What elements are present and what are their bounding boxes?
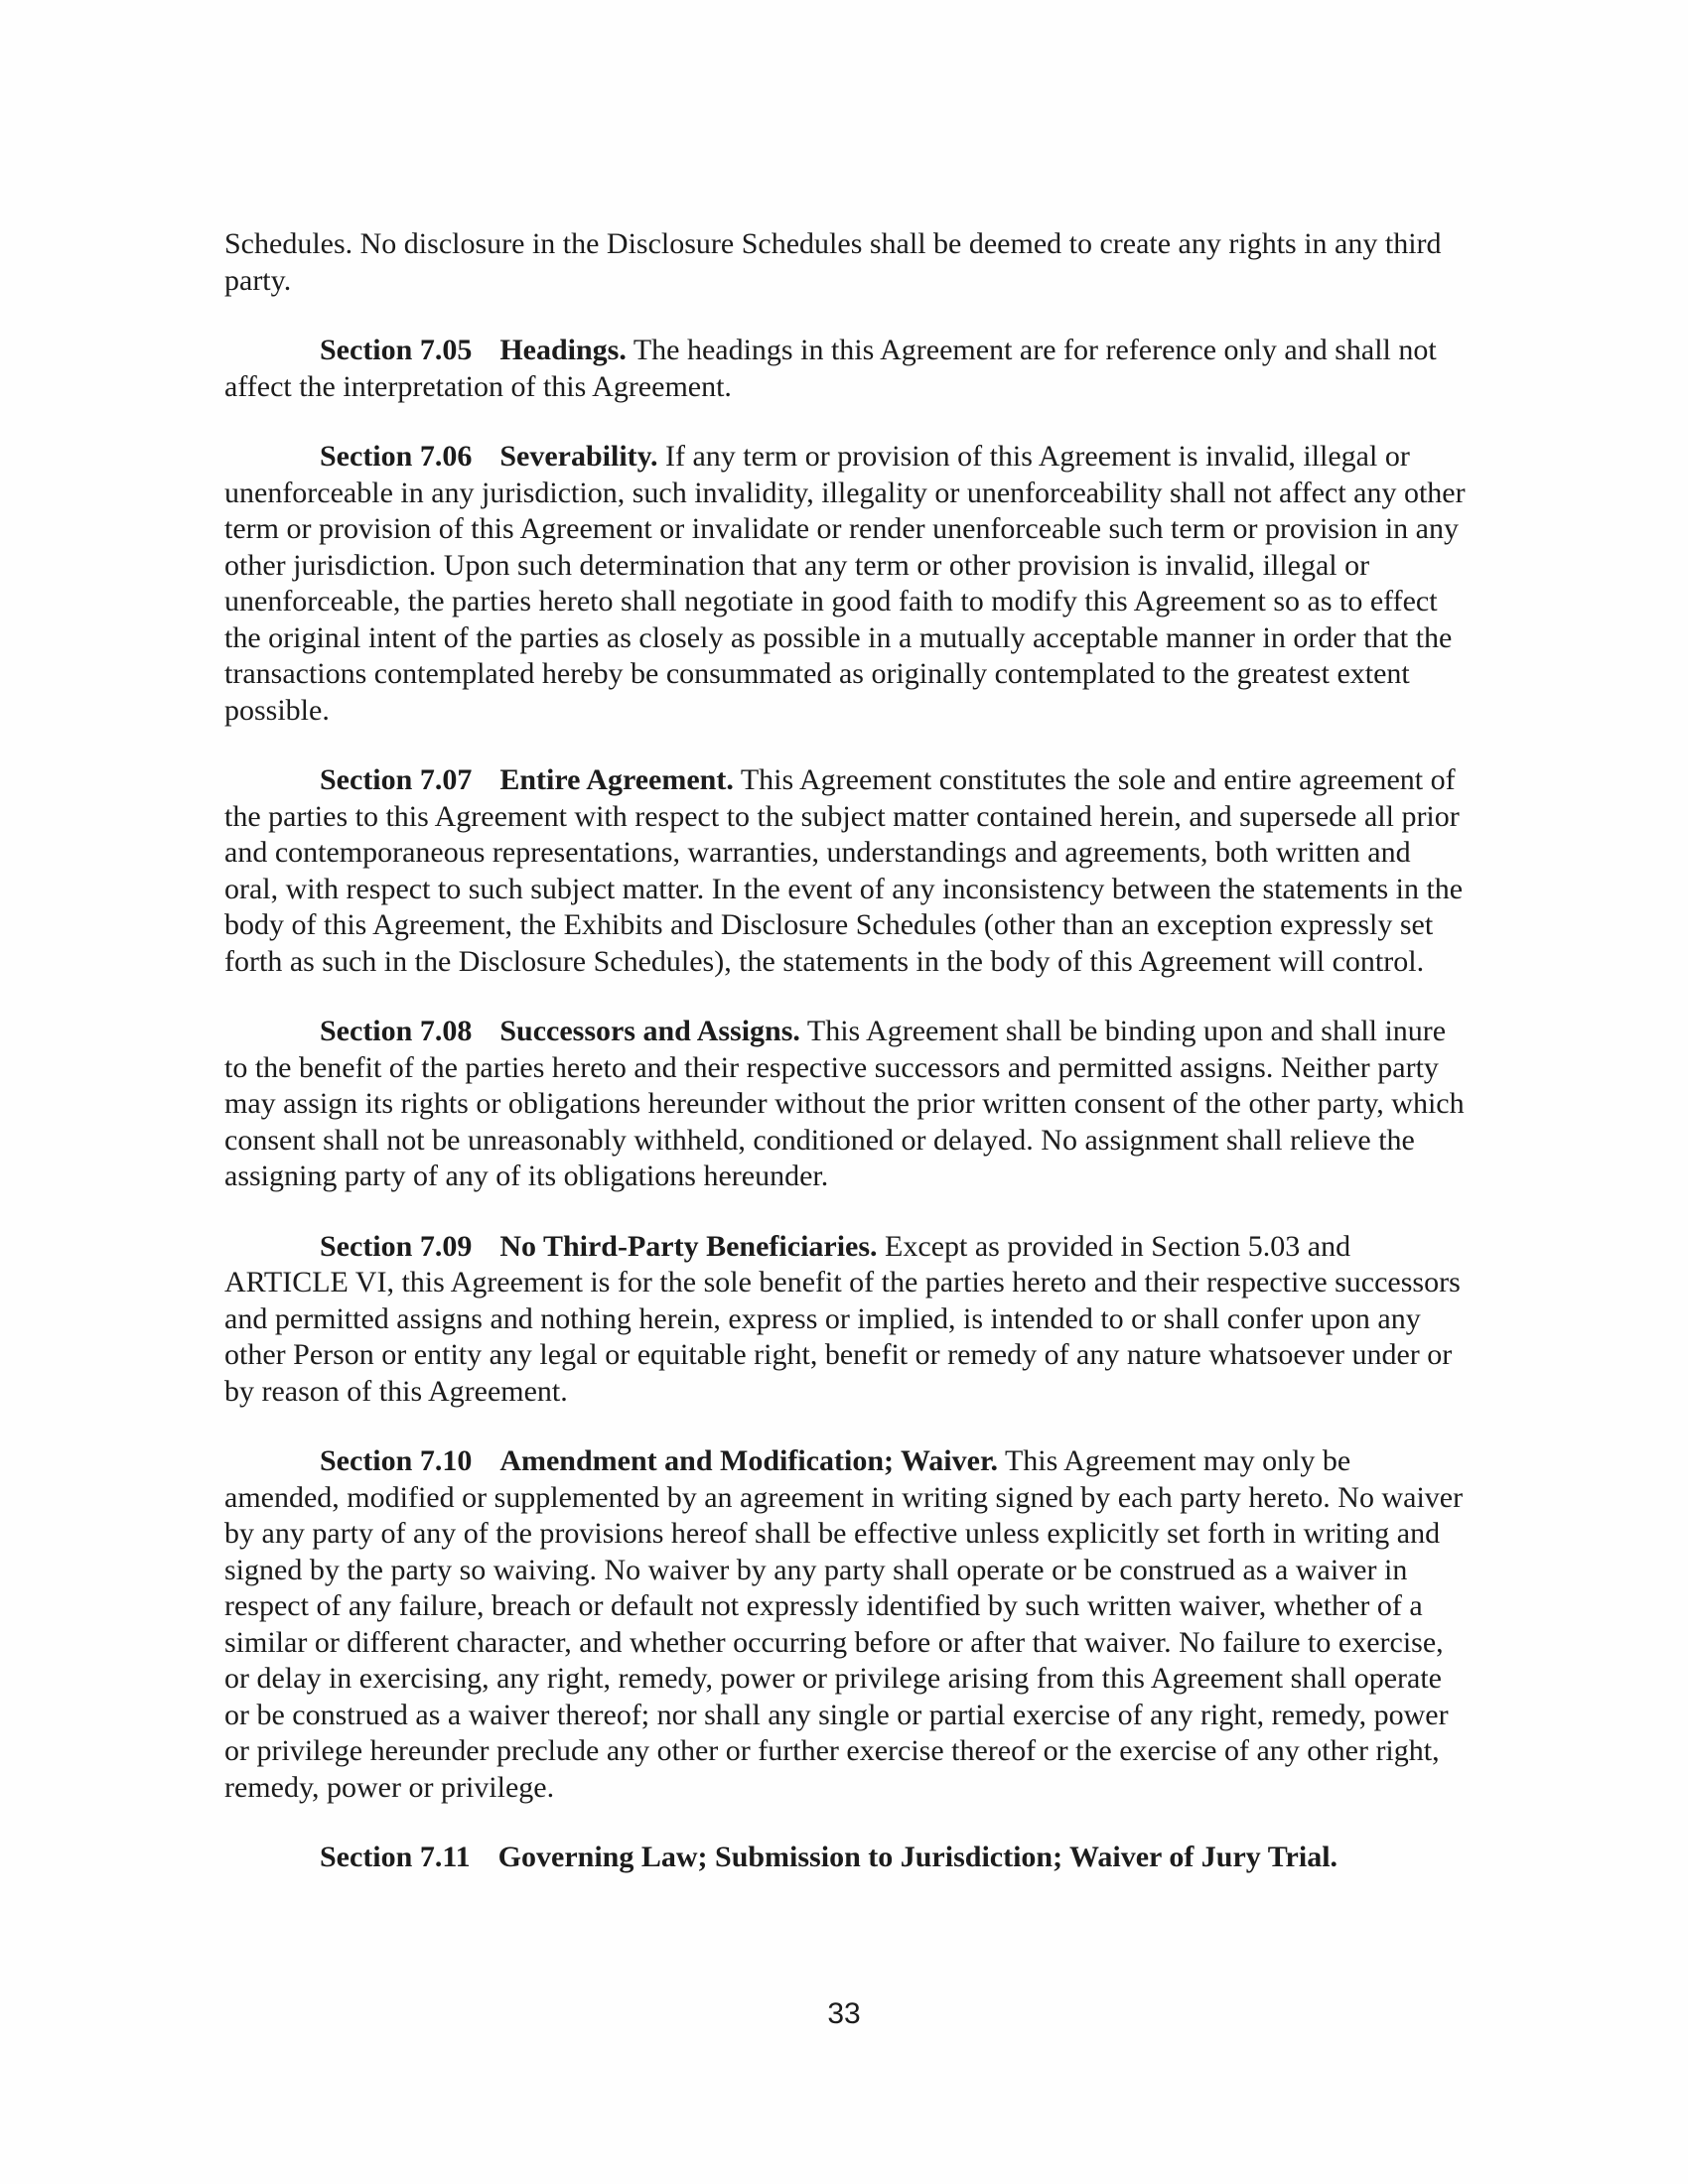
section-title: Severability. bbox=[499, 440, 658, 473]
section-number: Section 7.11 bbox=[320, 1841, 471, 1873]
document-body bbox=[224, 226, 1468, 1910]
section-number: Section 7.10 bbox=[320, 1444, 473, 1477]
section-title: Amendment and Modification; Waiver. bbox=[499, 1444, 999, 1477]
section-title: Successors and Assigns. bbox=[499, 1015, 800, 1047]
section-7-10 bbox=[224, 1443, 1468, 1806]
section-7-08 bbox=[224, 1014, 1468, 1195]
section-title: Headings. bbox=[499, 334, 627, 366]
section-title: Entire Agreement. bbox=[499, 763, 734, 796]
section-number: Section 7.07 bbox=[320, 763, 473, 796]
section-number: Section 7.06 bbox=[320, 440, 473, 473]
section-text: This Agreement shall be binding upon and shall inure to the benefit of the parties hereto and their respective successors and permitted assigns. Neither party may assign its rights or obligations hereunder without the prior written consent of the other party, which consent shall not be unreasonably withheld, conditioned or delayed. No assignment shall relieve the assigning party of any of its obligations hereunder. bbox=[224, 1015, 1465, 1192]
section-text: If any term or provision of this Agreement is invalid, illegal or unenforceable in any jurisdiction, such invalidity, illegality or unenforceability shall not affect any other term or provision of this Agreement or invalidate or render unenforceable such term or provision in any other jurisdiction. Upon such determination that any term or other provision is invalid, illegal or unenforceable, the parties hereto shall negotiate in good faith to modify this Agreement so as to effect the original intent of the parties as closely as possible in a mutually acceptable manner in order that the transactions contemplated hereby be consummated as originally contemplated to the greatest extent possible. bbox=[224, 440, 1466, 727]
section-text: Except as provided in Section 5.03 and ARTICLE VI, this Agreement is for the sole benefit of the parties hereto and their respective successors and permitted assigns and nothing herein, express or implied, is intended to or shall confer upon any other Person or entity any legal or equitable right, benefit or remedy of any nature whatsoever under or by reason of this Agreement. bbox=[224, 1229, 1461, 1408]
section-text: This Agreement constitutes the sole and entire agreement of the parties to this Agreement with respect to the subject matter contained herein, and supersede all prior and contemporaneous representations, warranties, understandings and agreements, both written and oral, with respect to such subject matter. In the event of any inconsistency between the statements in the body of this Agreement, the Exhibits and Disclosure Schedules (other than an exception expressly set forth as such in the Disclosure Schedules), the statements in the body of this Agreement will control. bbox=[224, 763, 1464, 978]
section-title: No Third-Party Beneficiaries. bbox=[499, 1229, 878, 1263]
section-text: The headings in this Agreement are for reference only and shall not affect the interpretation of this Agreement. bbox=[224, 334, 1437, 403]
section-number: Section 7.08 bbox=[320, 1015, 473, 1047]
section-7-05 bbox=[224, 333, 1468, 405]
section-title: Governing Law; Submission to Jurisdiction; Waiver of Jury Trial. bbox=[497, 1841, 1338, 1873]
section-text: This Agreement may only be amended, modified or supplemented by an agreement in writing signed by each party hereto. No waiver by any party of any of the provisions hereof shall be effective unless explicitly set forth in writing and signed by the party so waiving. No waiver by any party shall operate or be construed as a waiver in respect of any failure, breach or default not expressly identified by such written waiver, whether of a similar or different character, and whether occurring before or after that waiver. No failure to exercise, or delay in exercising, any right, remedy, power or privilege arising from this Agreement shall operate or be construed as a waiver thereof; nor shall any single or partial exercise of any right, remedy, power or privilege hereunder preclude any other or further exercise thereof or the exercise of any other right, remedy, power or privilege. bbox=[224, 1444, 1464, 1804]
section-number: Section 7.09 bbox=[320, 1229, 473, 1263]
page-number: 33 bbox=[827, 1997, 861, 2030]
section-number: Section 7.05 bbox=[320, 334, 473, 366]
section-7-09 bbox=[224, 1229, 1468, 1411]
section-7-07 bbox=[224, 762, 1468, 980]
continuation-paragraph: Schedules. No disclosure in the Disclosure Schedules shall be deemed to create any rights in any third party. bbox=[224, 227, 1442, 297]
section-7-11 bbox=[224, 1840, 1468, 1876]
section-7-06 bbox=[224, 439, 1468, 729]
